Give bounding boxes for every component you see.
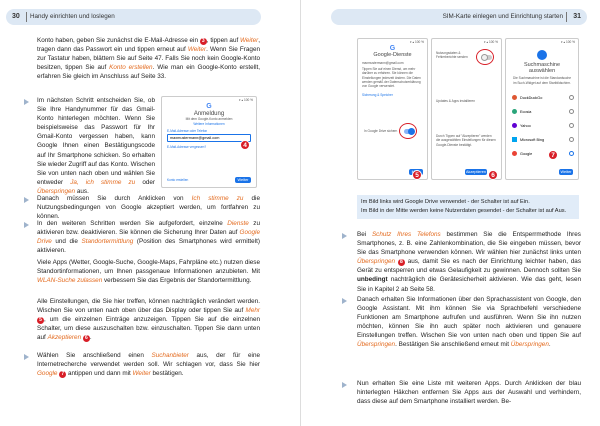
header-divider xyxy=(566,12,567,22)
header-title: SIM-Karte einlegen und Einrichtung starten xyxy=(442,13,563,20)
step-badge: 8 xyxy=(398,259,405,266)
header-divider xyxy=(26,12,27,22)
search-option[interactable]: Yahoo xyxy=(512,119,576,133)
paragraph-3: Nun erhalten Sie eine Liste mit weiteren Apps. Durch Anklicken der blau hinterlegten Häkchen entfernen Sie Apps aus der Auswahl und verhindern, dass diese auf dem Smartphone installiert werden. Be- xyxy=(357,380,581,406)
accept-button[interactable]: Akzeptieren xyxy=(465,170,487,174)
drive-backup-item: In Google Drive sichern xyxy=(364,129,398,133)
callout-5: 5 xyxy=(412,170,422,180)
email-field[interactable]: maxmustermann@gmail.com xyxy=(167,134,251,142)
search-option[interactable]: Ecosia xyxy=(512,105,576,119)
page-header xyxy=(331,9,587,25)
paragraph-6: Alle Einstellungen, die Sie hier treffen, können nachträglich verändert werden. Wischen Sie von unten nach oben über das Display oder tippen Sie auf Mehr5 , um die einzelnen Einträge anzuzeigen. Tippen Sie auf die einzelnen Schalter, um diese auszuschalten bzw. einzuschalten. Tippen Sie dann unten auf Akzeptieren 6 . xyxy=(37,298,260,342)
paragraph-1: Bei Schutz Ihres Telefons bestimmen Sie die Entsperrmethode Ihres Smartphones, z. B. eine Zahlenkombination, die Sie eingeben müssen, bevor Sie das Smartphone verwenden können. Wir wählen hier zunächst links unten Überspringen 8 aus, damit Sie es nach der Einrichtung leichter haben, das Gerät zu entsperren und etwas Gelaufigkeit zu gewinnen. Dennoch sollten Sie unbedingt nachträglich die Gerätesicherheit aktivieren. Wie das geht, lesen Sie in Kapitel 2 ab Seite 58. xyxy=(357,231,582,293)
search-engine-body: Die Suchmaschine ist die Standardsuche im Such-Widget auf dem Startbildschirm. xyxy=(512,76,572,85)
google-logo-icon: G xyxy=(389,45,396,53)
callout-7: 7 xyxy=(548,150,558,160)
search-icon xyxy=(537,50,547,60)
paragraph-7: Wählen Sie anschließend einen Suchanbieter aus, der für eine Internetrecherche verwendet werden soll. Wir schlagen vor, dass Sie hier Google 7 antippen und dann mit Weiter bestätigen. xyxy=(37,352,261,378)
services-body: Tippen Sie auf einen Dienst, um mehr darüber zu erfahren. Sie können die Einstellungen jederzeit ändern. Die Daten werden gemäß der Datenschutzerklärung von Google verwendet. xyxy=(362,66,421,89)
step-badge: 6 xyxy=(83,335,90,342)
updates-item: Updates & Apps installieren xyxy=(436,99,475,103)
toggle-highlight-circle xyxy=(399,123,417,139)
paragraph-2: Im nächsten Schritt entscheiden Sie, ob Sie Ihre Handynummer für das Gmail-Konto hinterlegen möchten. Wenn Sie beispielsweise das Passwort für Ihr Gmail-Konto vergessen haben, kann Google Ihnen einen Bestätigungscode auf Ihr Smartphone schicken. So erhalten Sie wieder Zugriff auf das Konto. Wischen Sie von unten nach oben und wählen Sie entweder Ja, ich stimme zu oder Überspringen aus. xyxy=(37,97,156,195)
paragraph-4: In den weiteren Schritten werden Sie aufgefordert, einzelne Dienste zu aktivieren bzw. deaktivieren. Sie können die Sicherung Ihrer Daten auf Google Drive und die Standortermittlung (Position des Smartphones wird ermittelt) aktivieren. xyxy=(37,220,260,255)
phone-screenshot-data-settings: ▾ ▴ 100 % Nutzungsdaten & Fehlerberichte senden Updates & Apps installieren Durch Tippen auf "Akzeptieren" werden die ausgewählten Einstellungen für diesen Google-Dienste bestätigt. Akzeptieren xyxy=(431,38,502,180)
page-header xyxy=(6,9,261,25)
search-option[interactable]: Microsoft Bing xyxy=(512,133,576,147)
bullet-icon xyxy=(342,382,347,388)
account-email: maxmustermann@gmail.com xyxy=(362,61,404,66)
field-label: E-Mail-Adresse oder Telefon xyxy=(167,129,208,134)
backup-section: Sicherung & Speicher xyxy=(362,92,393,97)
info-link[interactable]: Weitere Informationen xyxy=(193,121,225,126)
bullet-icon xyxy=(342,233,347,239)
toggle-highlight-circle xyxy=(476,49,494,65)
services-title: Google-Dienste xyxy=(373,52,412,59)
step-badge: 5 xyxy=(37,317,44,324)
figure-caption: Im Bild links wird Google Drive verwendet - der Schalter ist auf Ein. Im Bild in der Mitte werden keine Nutzerdaten gesendet - der Schalter ist auf Aus. xyxy=(357,195,579,219)
next-button[interactable]: Weiter xyxy=(235,177,251,183)
callout-4: 4 xyxy=(240,140,250,150)
bullet-icon xyxy=(342,298,347,304)
page-number: 31 xyxy=(573,13,581,20)
paragraph-2: Danach erhalten Sie Informationen über den Sprachassistent von Google, den Google Assistant. Mit ihm können Sie via Sprachbefehl verschiedene Funktionen am Smartphone aufrufen und ausführen. Wenn Sie ihn nutzen möchten, können Sie ihn auch später noch aktivieren und genauere Einstellungen treffen. Wischen Sie von unten nach oben und tippen Sie auf Überspringen. Bestätigen Sie anschließend erneut mit Überspringen. xyxy=(357,296,581,349)
search-option-selected[interactable]: Google xyxy=(512,147,576,161)
next-button[interactable]: Weiter xyxy=(560,170,572,174)
page-number: 30 xyxy=(12,13,20,20)
signin-subtitle: Mit dem Google-Konto anmelden xyxy=(185,117,233,122)
phone-screenshot-services: ▾ ▴ 100 % G Google-Dienste maxmustermann@gmail.com Tippen Sie auf einen Dienst, um mehr darüber zu erfahren. Sie können die Einstellungen jederzeit ändern. Die Daten werden gemäß der Datenschutzerklärung von Google verwendet. Sicherung & Speicher In Google Drive sichern xyxy=(357,38,428,180)
step-badge: 3 xyxy=(200,38,207,45)
accept-note: Durch Tippen auf "Akzeptieren" werden die ausgewählten Einstellungen für diesen Google-Dienste bestätigt. xyxy=(436,134,496,147)
bullet-icon xyxy=(24,354,29,360)
bullet-icon xyxy=(24,222,29,228)
phone-screenshot-search-engine: ▾ ▴ 100 % Suchmaschine auswählen Die Suchmaschine ist die Standardsuche im Such-Widget auf dem Startbildschirm. DuckDuckGo Ecosia Yahoo Microsoft Bing Google Weiter xyxy=(505,38,579,180)
create-account-button[interactable]: Konto erstellen xyxy=(167,177,189,182)
bullet-icon xyxy=(24,99,29,105)
search-engine-title: Suchmaschine auswählen xyxy=(523,62,561,75)
paragraph-5: Viele Apps (Wetter, Google-Suche, Google-Maps, Fahrpläne etc.) nutzen diese Standortinformationen, um Ihnen passgenaue Informationen anzubieten. Mit WLAN-Suche zulassen verbessern Sie das Ergebnis der Standortermittlung. xyxy=(37,259,260,285)
paragraph-3: Danach müssen Sie durch Anklicken von Ich stimme zu die Nutzungsbedingungen von Google akzeptiert werden, um fortfahren zu können. xyxy=(37,195,260,221)
step-badge: 7 xyxy=(59,371,66,378)
usage-data-item: Nutzungsdaten & Fehlerberichte senden xyxy=(436,51,468,60)
right-page xyxy=(300,0,600,426)
bullet-icon xyxy=(24,197,29,203)
search-option[interactable]: DuckDuckGo xyxy=(512,91,576,105)
paragraph-1: Konto haben, geben Sie zunächst die E-Mail-Adresse ein 3 , tippen auf Weiter, tragen dann das Passwort ein und tippen erneut auf Weiter. Wenn Sie Fragen zur Tastatur haben, blättern Sie auf Seite 47. Falls Sie noch kein Google-Konto besitzen, tippen Sie auf Konto erstellen. Wie man ein Google-Konto erstellt, erfahren Sie gleich im Anschluss auf Seite 33. xyxy=(37,37,261,81)
signin-title: Anmeldung xyxy=(193,111,225,118)
header-title: Handy einrichten und loslegen xyxy=(30,13,115,20)
google-logo-icon: G xyxy=(206,103,212,111)
phone-screenshot-signin: ▾ ▴ 100 % G Anmeldung Mit dem Google-Konto anmelden Weitere Informationen E-Mail-Adresse oder Telefon maxmustermann@gmail.com E-Mail-Adresse vergessen? Konto erstellen Weiter xyxy=(161,96,257,188)
forgot-link[interactable]: E-Mail-Adresse vergessen? xyxy=(167,144,207,149)
callout-6: 6 xyxy=(488,170,498,180)
